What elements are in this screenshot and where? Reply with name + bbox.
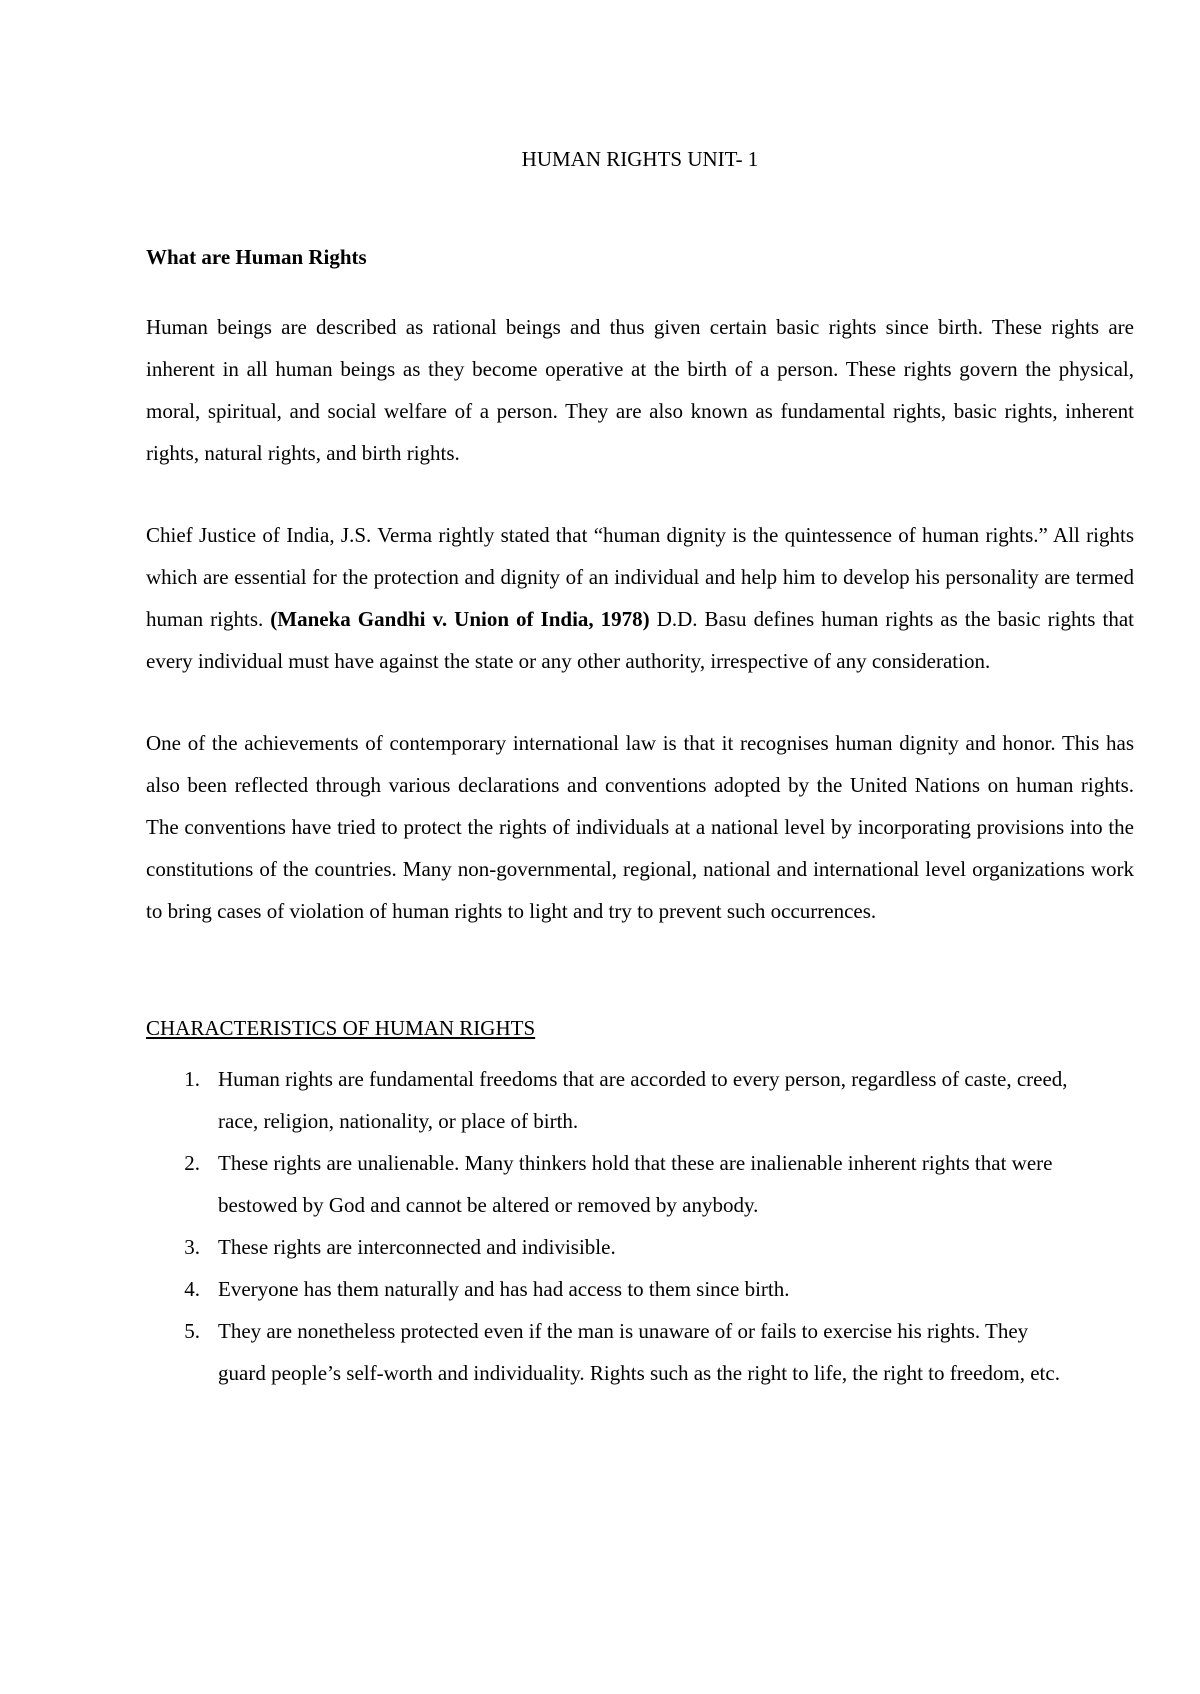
list-item-text: These rights are interconnected and indivisible. [218,1235,616,1259]
paragraph-definition: Human beings are described as rational beings and thus given certain basic rights since birth. These rights are inherent in all human beings as they become operative at the birth of a person. These rights govern the physical, moral, spiritual, and social welfare of a person. They are also known as fundamental rights, basic rights, inherent rights, natural rights, and birth rights. [146,315,1134,465]
list-item-number: 1. [184,1067,200,1091]
list-item-text: Everyone has them naturally and has had access to them since birth. [218,1277,790,1301]
list-item-number: 3. [184,1235,200,1259]
list-item-text: These rights are unalienable. Many thinkers hold that these are inalienable inherent rights that were bestowed by God and cannot be altered or removed by anybody. [218,1151,1053,1217]
list-item-number: 4. [184,1277,200,1301]
characteristics-heading: CHARACTERISTICS OF HUMAN RIGHTS [146,1016,536,1040]
list-item-number: 2. [184,1151,200,1175]
characteristics-list [146,1058,1134,1394]
list-item [146,1268,1134,1310]
document-body [146,144,1134,1394]
case-citation: (Maneka Gandhi v. Union of India, 1978) [270,607,650,631]
document-title: HUMAN RIGHTS UNIT- 1 [521,147,759,171]
list-item [146,1310,1134,1394]
paragraph-basu-text: D.D. Basu defines human rights as the basic rights that every individual must have against the state or any other authority, irrespective of any consideration. [146,607,1134,673]
paragraph-international-law: One of the achievements of contemporary international law is that it recognises human dignity and honor. This has also been reflected through various declarations and conventions adopted by the United Nations on human rights. The conventions have tried to protect the rights of individuals at a national level by incorporating provisions into the constitutions of the countries. Many non-governmental, regional, national and international level organizations work to bring cases of violation of human rights to light and try to prevent such occurrences. [146,731,1134,923]
list-item-number: 5. [184,1319,200,1343]
list-item [146,1142,1134,1226]
list-item [146,1226,1134,1268]
paragraph-verma-quote [146,514,1134,682]
section-heading-what-are-human-rights: What are Human Rights [146,245,367,269]
list-item-text: They are nonetheless protected even if the man is unaware of or fails to exercise his rights. They guard people’s self-worth and individuality. Rights such as the right to life, the right to freedom, etc. [218,1319,1060,1385]
paragraph-verma-text: Chief Justice of India, J.S. Verma rightly stated that “human dignity is the quintessence of human rights.” All rights which are essential for the protection and dignity of an individual and help him to develop his personality are termed human rights. [146,523,1134,631]
list-item-text: Human rights are fundamental freedoms that are accorded to every person, regardless of caste, creed, race, religion, nationality, or place of birth. [218,1067,1068,1133]
list-item [146,1058,1134,1142]
